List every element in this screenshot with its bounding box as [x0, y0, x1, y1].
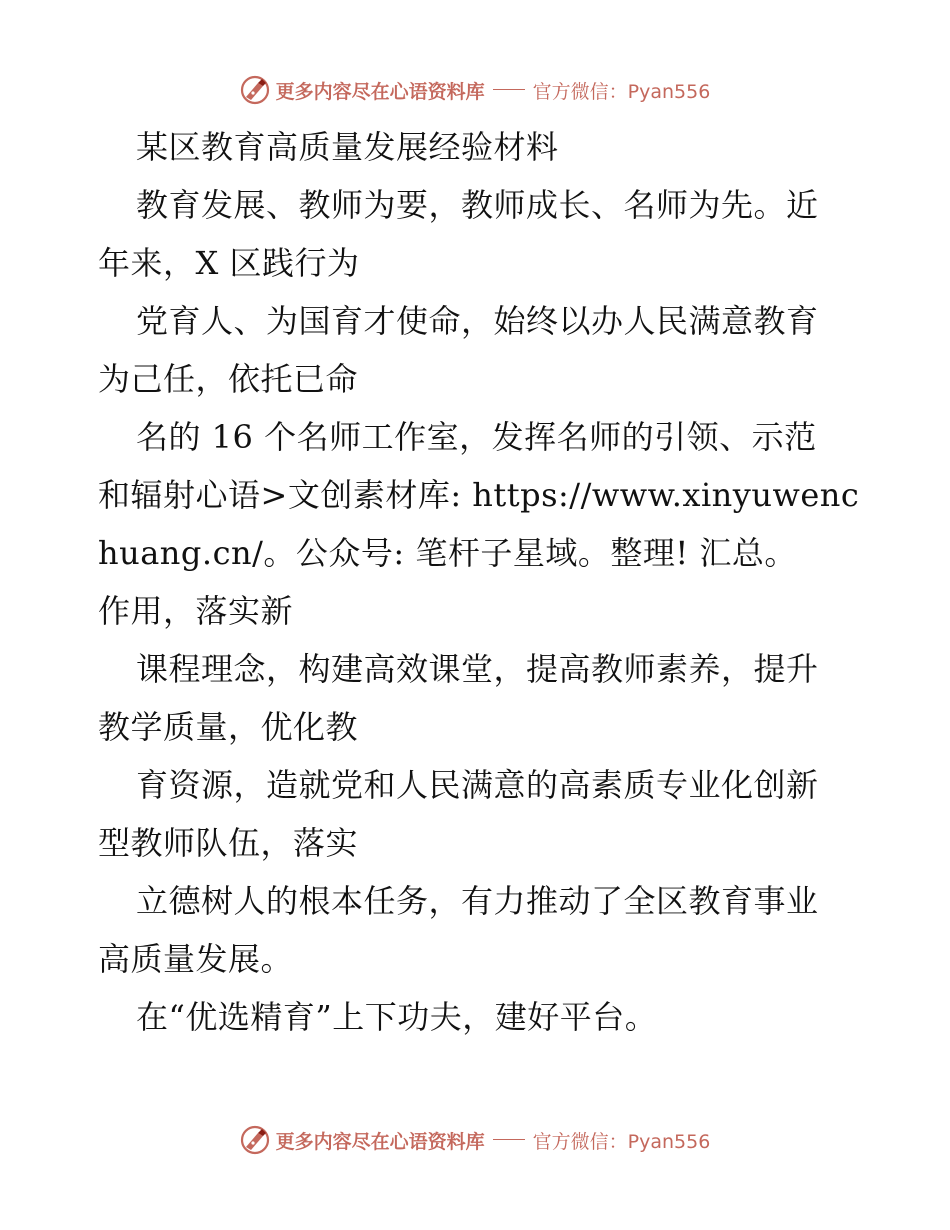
paragraph-line: 课程理念，构建高效课堂，提高教师素养，提升	[136, 650, 819, 688]
pen-nib-icon	[240, 75, 270, 105]
paragraph-line: 党育人、为国育才使命，始终以办人民满意教育	[136, 302, 819, 340]
document-body	[98, 118, 860, 1046]
paragraph-line: 名的 16 个名师工作室，发挥名师的引领、示范	[136, 418, 817, 456]
banner-wechat: 官方微信：Pyan556	[532, 80, 711, 103]
header-banner-content	[240, 75, 711, 105]
paragraph-line: 育资源，造就党和人民满意的高素质专业化创新	[136, 766, 819, 804]
banner-dash	[493, 1139, 525, 1140]
pen-nib-icon	[240, 1125, 270, 1155]
paragraph-line: 和辐射心语>文创素材库: https://www.xinyuwenc	[98, 476, 860, 514]
paragraph-line: 教育发展、教师为要，教师成长、名师为先。近	[136, 186, 819, 224]
paragraph-line: 为己任，依托已命	[98, 360, 359, 398]
paragraph-line: 作用，落实新	[98, 592, 294, 630]
paragraph-line: 立德树人的根本任务，有力推动了全区教育事业	[136, 882, 819, 920]
paragraph-line: huang.cn/。公众号: 笔杆子星域。整理! 汇总。	[98, 534, 797, 572]
header-watermark-banner	[0, 70, 950, 110]
banner-wechat: 官方微信：Pyan556	[532, 1130, 711, 1153]
paragraph-line: 在“优选精育”上下功夫，建好平台。	[136, 998, 658, 1036]
banner-slogan: 更多内容尽在心语资料库	[275, 80, 485, 103]
paragraph-line: 年来，X 区践行为	[98, 244, 360, 282]
footer-watermark-banner	[0, 1120, 950, 1160]
document-title: 某区教育高质量发展经验材料	[136, 128, 559, 166]
paragraph-line: 高质量发展。	[98, 940, 294, 978]
paragraph-line: 教学质量，优化教	[98, 708, 359, 746]
paragraph-line: 型教师队伍，落实	[98, 824, 359, 862]
footer-banner-content	[240, 1125, 711, 1155]
banner-slogan: 更多内容尽在心语资料库	[275, 1130, 485, 1153]
banner-dash	[493, 89, 525, 90]
